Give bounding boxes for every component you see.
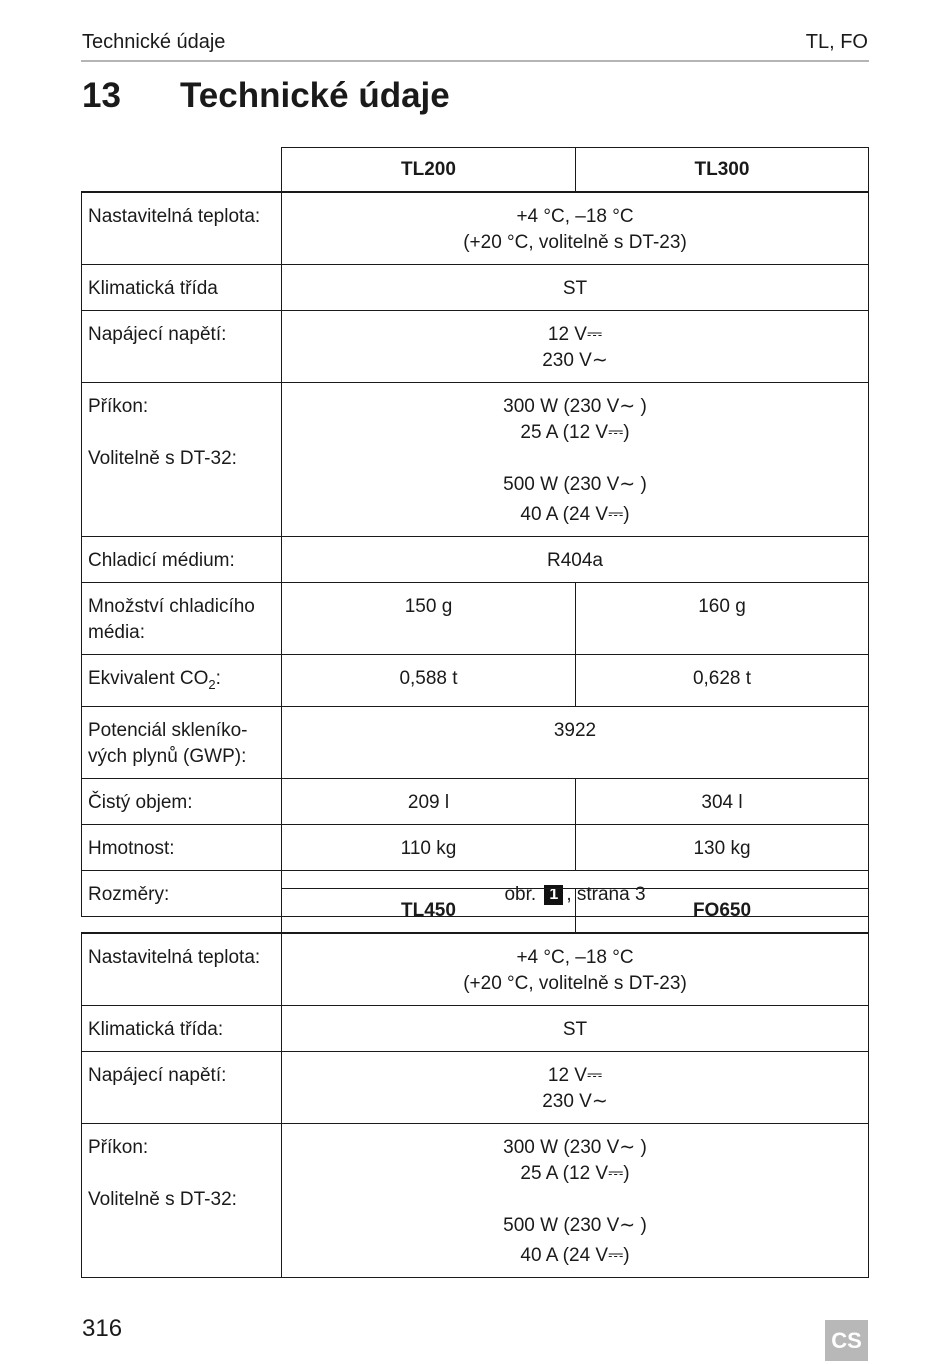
- row-value: [282, 311, 869, 383]
- row-value: [282, 1124, 869, 1278]
- running-header-models: TL, FO: [805, 31, 868, 53]
- row-label: Klimatická třída:: [82, 1006, 282, 1052]
- value-line: +4 °C, –18 °C: [516, 947, 634, 968]
- table-row: [82, 383, 869, 537]
- row-value: [282, 192, 869, 265]
- power-label: Příkon:: [88, 1137, 149, 1158]
- table-row: [82, 583, 869, 655]
- value-line: 230 V∼: [542, 350, 608, 371]
- table-row: [82, 311, 869, 383]
- value-line: (+20 °C, volitelně s DT-23): [463, 232, 687, 253]
- table-row: [82, 537, 869, 583]
- value-line: +4 °C, –18 °C: [516, 206, 634, 227]
- value-line: 25 A (12 V⎓): [520, 422, 630, 443]
- table-header-row: [82, 148, 869, 193]
- value-line: 500 W (230 V∼ ): [503, 1215, 647, 1236]
- row-label: Napájecí napětí:: [82, 311, 282, 383]
- value-line: 12 V⎓: [547, 1065, 603, 1086]
- model-header: FO650: [576, 889, 869, 934]
- table-row: [82, 933, 869, 1006]
- figure-ref-suffix: , strana 3: [566, 884, 646, 905]
- power-label: Příkon:: [88, 396, 149, 417]
- row-label: [82, 1124, 282, 1278]
- header-divider: [81, 60, 869, 62]
- table-row: [82, 707, 869, 779]
- row-value: 0,588 t: [282, 655, 576, 707]
- table-row: [82, 265, 869, 311]
- model-header: TL200: [282, 148, 576, 193]
- row-value: [282, 1052, 869, 1124]
- value-line: 12 V⎓: [547, 324, 603, 345]
- running-header-section: Technické údaje: [82, 31, 226, 53]
- row-label: Napájecí napětí:: [82, 1052, 282, 1124]
- table-row: [82, 779, 869, 825]
- table-row: [82, 1124, 869, 1278]
- row-label: Rozměry:: [82, 871, 282, 917]
- value-line: 500 W (230 V∼ ): [503, 474, 647, 495]
- row-value: [282, 383, 869, 537]
- row-value: 150 g: [282, 583, 576, 655]
- spec-table-tl450-fo650: [81, 888, 869, 1278]
- table-row: [82, 1052, 869, 1124]
- row-label: Hmotnost:: [82, 825, 282, 871]
- row-value: 0,628 t: [576, 655, 869, 707]
- row-label: Nastavitelná teplota:: [82, 933, 282, 1006]
- row-label: Potenciál skleníko-vých plynů (GWP):: [82, 707, 282, 779]
- row-label: Nastavitelná teplota:: [82, 192, 282, 265]
- row-value: ST: [282, 265, 869, 311]
- empty-header-cell: [82, 148, 282, 193]
- value-line: 300 W (230 V∼ ): [503, 396, 647, 417]
- power-option-label: Volitelně s DT-32:: [88, 448, 237, 469]
- row-value: 3922: [282, 707, 869, 779]
- figure-ref-prefix: obr.: [504, 884, 537, 905]
- spec-table-tl200-tl300: [81, 147, 869, 917]
- row-value: 304 l: [576, 779, 869, 825]
- model-header: TL450: [282, 889, 576, 934]
- table-row: [82, 655, 869, 707]
- empty-header-cell: [82, 889, 282, 934]
- figure-number-badge: 1: [544, 885, 563, 905]
- table-row: [82, 192, 869, 265]
- row-value: 130 kg: [576, 825, 869, 871]
- row-label: Čistý objem:: [82, 779, 282, 825]
- value-line: 40 A (24 V⎓): [520, 1245, 630, 1266]
- language-badge: CS: [825, 1320, 868, 1361]
- power-option-label: Volitelně s DT-32:: [88, 1189, 237, 1210]
- value-line: 300 W (230 V∼ ): [503, 1137, 647, 1158]
- row-value: ST: [282, 1006, 869, 1052]
- row-value: 209 l: [282, 779, 576, 825]
- value-line: 40 A (24 V⎓): [520, 504, 630, 525]
- row-value: R404a: [282, 537, 869, 583]
- row-label: Klimatická třída: [82, 265, 282, 311]
- row-value: [282, 933, 869, 1006]
- table-row: [82, 825, 869, 871]
- table-header-row: [82, 889, 869, 934]
- value-line: 25 A (12 V⎓): [520, 1163, 630, 1184]
- row-value: 110 kg: [282, 825, 576, 871]
- chapter-number: 13: [82, 76, 121, 115]
- row-label: Množství chladicího média:: [82, 583, 282, 655]
- row-label: [82, 383, 282, 537]
- chapter-title: Technické údaje: [180, 76, 450, 115]
- table-row: [82, 1006, 869, 1052]
- value-line: 230 V∼: [542, 1091, 608, 1112]
- row-value: 160 g: [576, 583, 869, 655]
- model-header: TL300: [576, 148, 869, 193]
- page-number: 316: [82, 1315, 123, 1342]
- row-label: Chladicí médium:: [82, 537, 282, 583]
- value-line: (+20 °C, volitelně s DT-23): [463, 973, 687, 994]
- row-label: Ekvivalent $CO_2$:: [82, 655, 282, 707]
